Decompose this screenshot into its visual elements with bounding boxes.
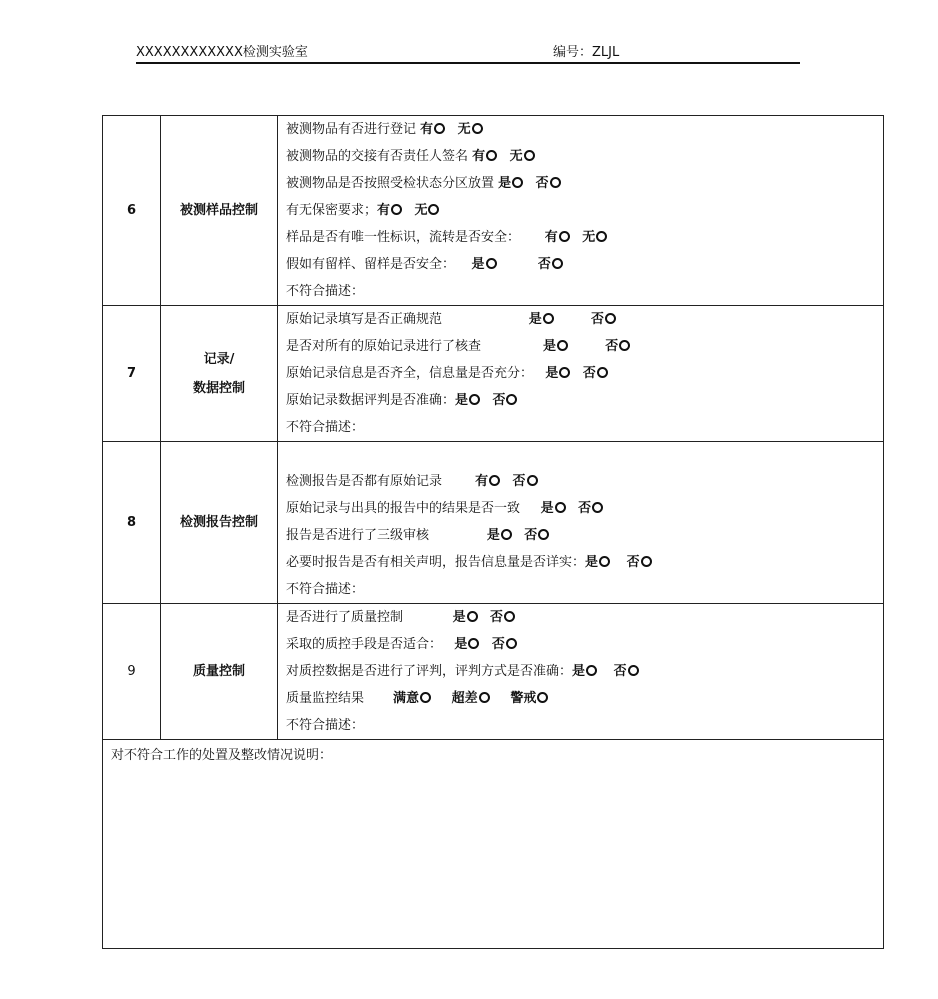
check-item-text: 原始记录与出具的报告中的结果是否一致 (286, 501, 541, 516)
checklist-row (103, 306, 884, 442)
radio-circle-icon[interactable] (501, 529, 512, 540)
check-item-text: 不符合描述： (286, 582, 365, 597)
option-gap (610, 555, 627, 570)
radio-circle-icon[interactable] (628, 665, 639, 676)
row-number: 7 (103, 306, 161, 442)
check-item-text: 质量监控结果 (286, 691, 393, 706)
radio-circle-icon[interactable] (486, 258, 497, 269)
category-line: 记录/ (203, 351, 235, 367)
radio-circle-icon[interactable] (506, 638, 517, 649)
radio-option[interactable] (472, 149, 497, 164)
radio-option-label: 有 (472, 149, 486, 164)
check-item-text: 必要时报告是否有相关声明，报告信息量是否详实： (286, 555, 586, 570)
radio-option-label: 否 (578, 501, 592, 516)
radio-circle-icon[interactable] (537, 692, 548, 703)
radio-option-label: 否 (605, 339, 619, 354)
radio-option-label: 否 (626, 555, 640, 570)
option-gap (431, 691, 452, 706)
check-item (286, 360, 883, 387)
check-item (286, 631, 883, 658)
radio-circle-icon[interactable] (538, 529, 549, 540)
radio-option[interactable] (538, 257, 563, 272)
check-item (286, 522, 883, 549)
check-item (286, 387, 883, 414)
option-gap (566, 501, 578, 516)
check-item-text: 不符合描述： (286, 420, 365, 435)
radio-option-label: 是 (543, 339, 557, 354)
option-gap (570, 230, 582, 245)
radio-circle-icon[interactable] (524, 150, 535, 161)
check-item (286, 414, 883, 441)
check-item (286, 468, 883, 495)
radio-option[interactable] (543, 339, 568, 354)
radio-option[interactable] (492, 637, 517, 652)
radio-option[interactable] (458, 122, 483, 137)
radio-option-label: 否 (613, 664, 627, 679)
radio-option[interactable] (377, 203, 402, 218)
radio-option[interactable] (605, 339, 630, 354)
radio-option-label: 是 (540, 501, 554, 516)
radio-circle-icon[interactable] (605, 313, 616, 324)
checklist-row (103, 604, 884, 740)
document-code: 编号：ZLJL (553, 45, 620, 60)
radio-option-label: 是 (498, 176, 512, 191)
inspection-checklist-table (102, 115, 884, 949)
radio-option[interactable] (414, 203, 439, 218)
radio-circle-icon[interactable] (543, 313, 554, 324)
check-item-text: 原始记录数据评判是否准确： (286, 393, 456, 408)
radio-option[interactable] (545, 230, 570, 245)
radio-option-label: 有 (377, 203, 391, 218)
radio-option-label: 否 (512, 474, 526, 489)
option-gap (445, 122, 457, 137)
radio-option-label: 警戒 (510, 691, 537, 706)
radio-circle-icon[interactable] (472, 123, 483, 134)
option-gap (497, 149, 509, 164)
radio-option-label: 是 (585, 555, 599, 570)
option-gap (480, 393, 492, 408)
category-label (161, 604, 278, 740)
radio-option-label: 否 (591, 312, 605, 327)
radio-option[interactable] (524, 528, 549, 543)
check-item (286, 116, 883, 143)
check-item (286, 143, 883, 170)
radio-option-label: 无 (582, 230, 596, 245)
radio-option[interactable] (475, 474, 500, 489)
option-gap (500, 474, 512, 489)
radio-circle-icon[interactable] (586, 665, 597, 676)
radio-option[interactable] (512, 474, 537, 489)
row-number: 9 (103, 604, 161, 740)
radio-option[interactable] (545, 366, 570, 381)
checklist-row (103, 116, 884, 306)
row-number: 6 (103, 116, 161, 306)
category-label (161, 442, 278, 604)
check-item-text: 检测报告是否都有原始记录 (286, 474, 476, 489)
radio-circle-icon[interactable] (559, 367, 570, 378)
page-header (136, 40, 800, 64)
category-label (161, 306, 278, 442)
check-item (286, 604, 883, 631)
radio-option-label: 超差 (451, 691, 478, 706)
radio-option-label: 否 (490, 610, 504, 625)
radio-circle-icon[interactable] (479, 692, 490, 703)
radio-option[interactable] (472, 257, 497, 272)
check-item-text: 采取的质控手段是否适合： (286, 637, 455, 652)
check-item (286, 251, 883, 278)
category-line: 质量控制 (192, 664, 245, 679)
radio-circle-icon[interactable] (504, 611, 515, 622)
radio-option[interactable] (454, 637, 479, 652)
check-item-text: 样品是否有唯一性标识，流转是否安全： (286, 230, 545, 245)
radio-option[interactable] (541, 501, 566, 516)
radio-option[interactable] (492, 393, 517, 408)
option-gap (479, 637, 491, 652)
radio-option[interactable] (536, 176, 561, 191)
category-line: 被测样品控制 (179, 203, 258, 218)
radio-circle-icon[interactable] (557, 340, 568, 351)
check-item-text: 是否进行了质量控制 (286, 610, 453, 625)
check-item (286, 658, 883, 685)
radio-circle-icon[interactable] (428, 204, 439, 215)
check-item (286, 549, 883, 576)
radio-option[interactable] (498, 176, 523, 191)
checklist-row (103, 442, 884, 604)
lab-name: XXXXXXXXXXXX检测实验室 (136, 45, 308, 60)
radio-circle-icon[interactable] (559, 231, 570, 242)
radio-circle-icon[interactable] (599, 556, 610, 567)
check-item (286, 576, 883, 603)
check-item (286, 170, 883, 197)
radio-option[interactable] (490, 610, 515, 625)
option-gap (597, 664, 614, 679)
radio-circle-icon[interactable] (555, 502, 566, 513)
option-gap (512, 528, 524, 543)
radio-option-label: 有 (420, 122, 434, 137)
radio-option[interactable] (510, 691, 548, 706)
check-item-text: 被测物品有否进行登记 (286, 122, 421, 137)
radio-circle-icon[interactable] (469, 394, 480, 405)
check-item-text: 报告是否进行了三级审核 (286, 528, 487, 543)
check-item-text: 有无保密要求； (286, 203, 378, 218)
option-gap (490, 691, 511, 706)
check-items (278, 442, 884, 604)
radio-option[interactable] (420, 122, 445, 137)
radio-option-label: 无 (509, 149, 523, 164)
radio-option[interactable] (585, 555, 610, 570)
check-item (286, 278, 883, 305)
radio-option-label: 无 (414, 203, 428, 218)
radio-option[interactable] (572, 664, 597, 679)
radio-option[interactable] (452, 691, 490, 706)
check-item-text: 被测物品是否按照受检状态分区放置 (286, 176, 499, 191)
radio-circle-icon[interactable] (527, 475, 538, 486)
radio-option-label: 否 (524, 528, 538, 543)
check-item-text: 原始记录填写是否正确规范 (286, 312, 529, 327)
radio-option-label: 否 (535, 176, 549, 191)
radio-option-label: 否 (537, 257, 551, 272)
category-label (161, 116, 278, 306)
check-item (286, 197, 883, 224)
check-items (278, 116, 884, 306)
radio-circle-icon[interactable] (467, 611, 478, 622)
radio-circle-icon[interactable] (597, 367, 608, 378)
disposal-note-row (103, 740, 884, 949)
radio-option[interactable] (510, 149, 535, 164)
radio-option-label: 是 (572, 664, 586, 679)
radio-option-label: 是 (455, 393, 469, 408)
check-item (286, 333, 883, 360)
radio-circle-icon[interactable] (641, 556, 652, 567)
radio-option[interactable] (582, 230, 607, 245)
check-item-text: 是否对所有的原始记录进行了核查 (286, 339, 543, 354)
category-line: 数据控制 (192, 380, 245, 396)
option-gap (497, 257, 538, 272)
radio-option[interactable] (529, 312, 554, 327)
radio-circle-icon[interactable] (592, 502, 603, 513)
radio-circle-icon[interactable] (489, 475, 500, 486)
check-item (286, 685, 883, 712)
option-gap (554, 312, 591, 327)
radio-option-label: 是 (452, 610, 466, 625)
radio-option-label: 是 (454, 637, 468, 652)
radio-option-label: 是 (545, 366, 559, 381)
radio-circle-icon[interactable] (391, 204, 402, 215)
radio-circle-icon[interactable] (420, 692, 431, 703)
radio-circle-icon[interactable] (550, 177, 561, 188)
radio-option-label: 满意 (392, 691, 419, 706)
option-gap (570, 366, 582, 381)
check-item-text: 被测物品的交接有否责任人签名 (286, 149, 473, 164)
radio-option[interactable] (578, 501, 603, 516)
check-item (286, 224, 883, 251)
radio-option-label: 否 (492, 393, 506, 408)
radio-circle-icon[interactable] (619, 340, 630, 351)
option-gap (402, 203, 414, 218)
disposal-note-label: 对不符合工作的处置及整改情况说明： (111, 748, 333, 763)
check-item-text: 假如有留样、留样是否安全： (286, 257, 472, 272)
check-item-text: 不符合描述： (286, 718, 365, 733)
check-item-text: 不符合描述： (286, 284, 365, 299)
check-item (286, 712, 883, 739)
radio-option[interactable] (627, 555, 652, 570)
radio-option-label: 无 (457, 122, 471, 137)
radio-circle-icon[interactable] (512, 177, 523, 188)
radio-option-label: 是 (528, 312, 542, 327)
option-gap (523, 176, 535, 191)
radio-circle-icon[interactable] (506, 394, 517, 405)
radio-circle-icon[interactable] (468, 638, 479, 649)
option-gap (478, 610, 490, 625)
category-line: 检测报告控制 (179, 515, 258, 530)
check-item-text: 原始记录信息是否齐全，信息量是否充分： (286, 366, 546, 381)
radio-option[interactable] (583, 366, 608, 381)
radio-option[interactable] (614, 664, 639, 679)
radio-option[interactable] (591, 312, 616, 327)
radio-option-label: 否 (582, 366, 596, 381)
radio-circle-icon[interactable] (552, 258, 563, 269)
check-item-text: 对质控数据是否进行了评判，评判方式是否准确： (286, 664, 573, 679)
radio-option-label: 是 (471, 257, 485, 272)
check-items (278, 604, 884, 740)
radio-circle-icon[interactable] (596, 231, 607, 242)
check-items (278, 306, 884, 442)
radio-option[interactable] (487, 528, 512, 543)
disposal-note-area[interactable] (103, 740, 884, 949)
radio-option[interactable] (393, 691, 431, 706)
option-gap (568, 339, 605, 354)
radio-circle-icon[interactable] (434, 123, 445, 134)
radio-option[interactable] (455, 393, 480, 408)
radio-option-label: 有 (475, 474, 489, 489)
radio-option-label: 否 (491, 637, 505, 652)
row-number: 8 (103, 442, 161, 604)
radio-circle-icon[interactable] (486, 150, 497, 161)
radio-option[interactable] (453, 610, 478, 625)
check-item (286, 306, 883, 333)
radio-option-label: 有 (544, 230, 558, 245)
check-item (286, 495, 883, 522)
radio-option-label: 是 (486, 528, 500, 543)
